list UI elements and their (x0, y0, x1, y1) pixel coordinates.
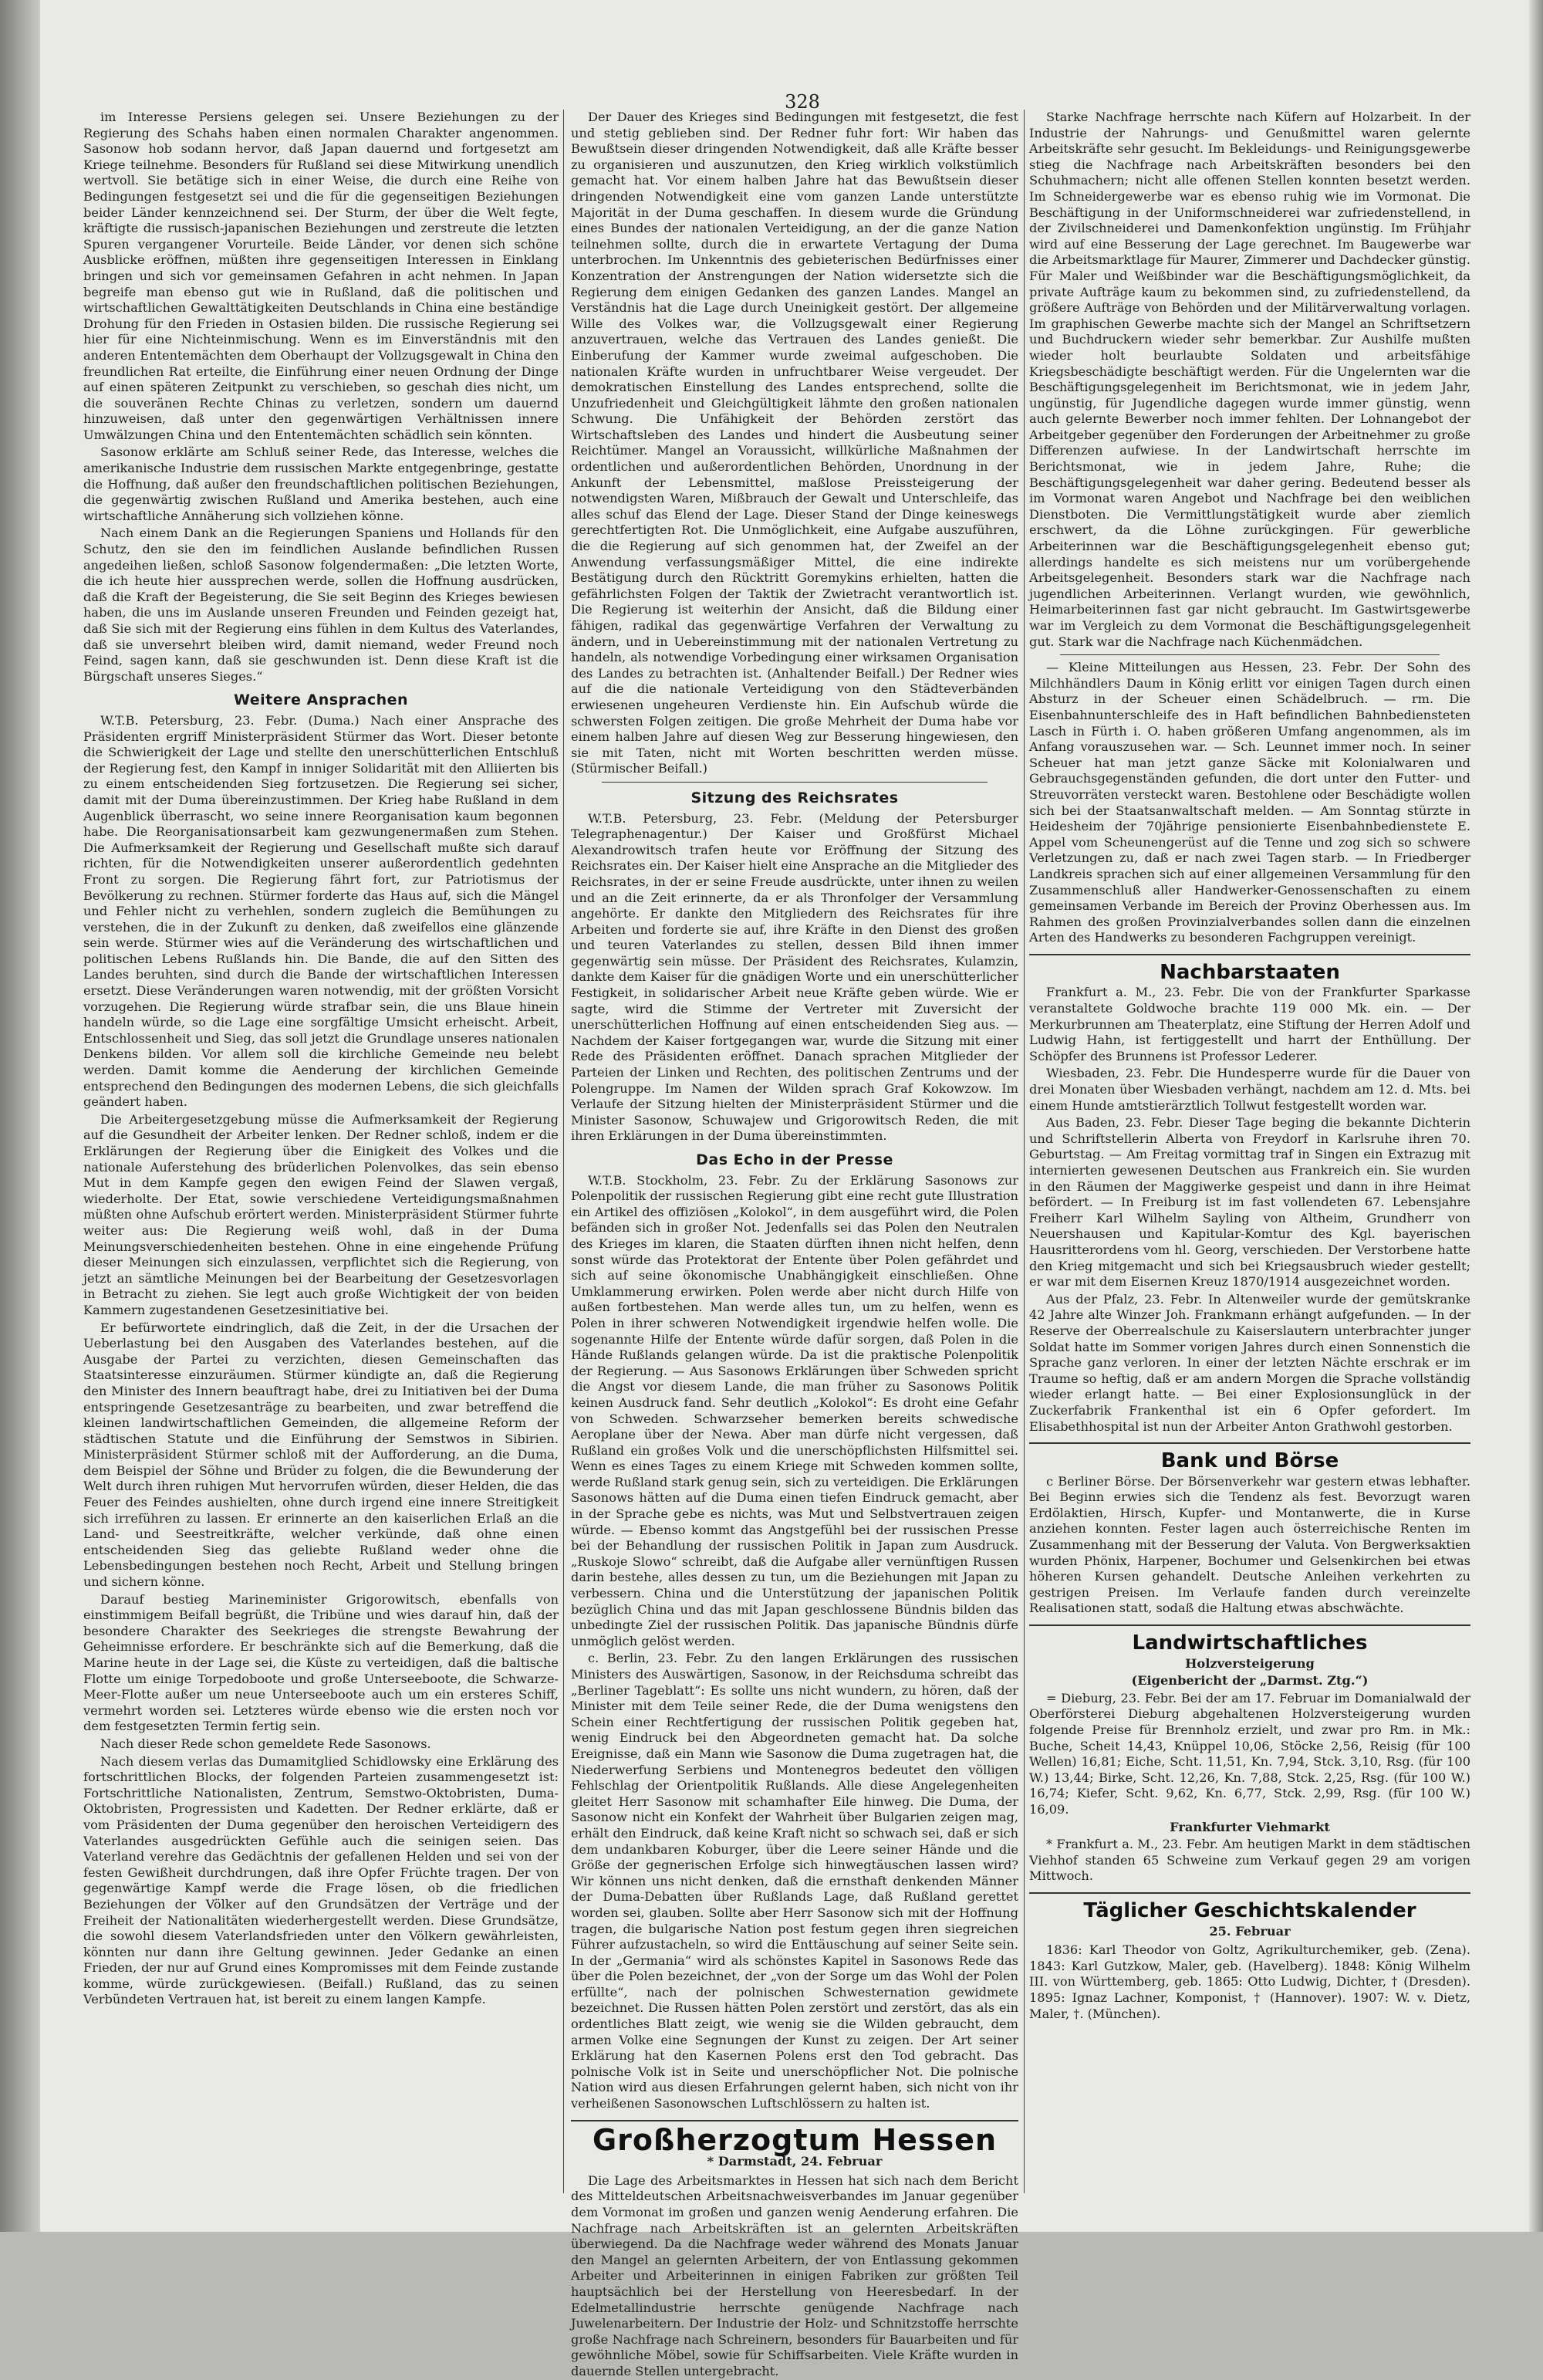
col1-intro-p2: Sasonow erklärte am Schluß seiner Rede, das Interesse, welches die amerikanische Industrie dem russischen Markte entgegenbringe, gestatte die Hoffnung, daß außer den freundschaftlichen politischen Beziehungen, die gegenwärtig zwischen Rußland und Amerika bestehen, auch eine wirtschaftliche Annäherung sich vollziehen könne. (83, 445, 559, 523)
col3-nachbar-p3: Aus Baden, 23. Febr. Dieser Tage beging die bekannte Dichterin und Schriftstellerin Alberta von Freydorf in Karlsruhe ihren 70. Geburtstag. — Am Freitag vormittag traf in Singen ein Extrazug mit internierten gewesenen Deutschen aus Frankreich ein. Sie wurden in den Räumen der Maggiwerke gespeist und dann in ihre Heimat befördert. — In Freiburg ist im fast vollendeten 67. Lebensjahre Freiherr Karl Wilhelm Sayling von Altheim, Grundherr von Neuershausen und Kapitular-Komtur des Kgl. bayerischen Hausritterordens vom hl. Georg, verschieden. Der Verstorbene hatte den Krieg mitgemacht und sich bei Kriegsausbruch wieder gestellt; er war mit dem Eisernen Kreuz 1870/1914 ausgezeichnet worden. (1029, 1115, 1470, 1290)
scan-right-edge (1529, 0, 1543, 2232)
col2-hessen-p1: Die Lage des Arbeitsmarktes in Hessen hat sich nach dem Bericht des Mitteldeutschen Arbeitsnachweisverbandes im Januar gegenüber dem Vormonat im großen und ganzen wenig Aenderung erfahren. Die Nachfrage nach Arbeitskräften ist an gelernten Arbeitskräften überwiegend. Da die Nachfrage weder während des Monats Januar den Mangel an gelernten Arbeitern, der von Entlassung gekommen Arbeiter und Arbeiterinnen in einigen Fabriken zur größten Teil hauptsächlich bei der Herstellung von Heeresbedarf. In der Edelmetallindustrie herrschte genügende Nachfrage nach Juwelenarbeitern. Der Industrie der Holz- und Schnitzstoffe herrschte große Nachfrage nach Schreinern, besonders für Bauarbeiten und für gewöhnliche Möbel, sowie für Schiffsarbeiten. Viele Kräfte wurden in dauernde Stellen untergebracht. (571, 2172, 1018, 2378)
col1-body-p5: Nach dieser Rede schon gemeldete Rede Sasonows. (100, 1736, 431, 1751)
section-divider (1029, 954, 1470, 955)
col1-body-p2: Die Arbeitergesetzgebung müsse die Aufmerksamkeit der Regierung auf die Gesundheit der Arbeiter lenken. Der Redner schloß, indem er die Erklärungen der Regierung über die Einigkeit des Volkes und die nationale Auferstehung des brüderlichen Polenvolkes, das sein ebenso Mut in dem Kampfe gegen den ewigen Feind der Slawen vergaß, wiederholte. Der Etat, sowie verschiedene Verteidigungsmaßnahmen müßten ohne Aufschub erörtert werden. Ministerpräsident Stürmer fuhrte weiter aus: Die Regierung weiß wohl, daß in der Duma Meinungsverschiedenheiten bestehen. Ohne in eine eingehende Prüfung dieser Meinungen sich einzulassen, verpflichtet sich die Regierung, von jetzt an sämtliche Meinungen bei der Bearbeitung der Gesetzesvorlagen in Betracht zu ziehen. Sie legt auch große Wichtigkeit der von beiden Kammern zugestandenen Gesetzesinitiative bei. (83, 1111, 559, 1317)
col1-body-p4: Darauf bestieg Marineminister Grigorowitsch, ebenfalls von einstimmigem Beifall begrüßt, die Tribüne und wies darauf hin, daß der besondere Charakter des Seekrieges die strengste Bewahrung der Geheimnisse erfordere. Er beschränkte sich auf die Bemerkung, daß die Marine heute in der Lage sei, die Küste zu verteidigen, daß die baltische Flotte um einige Torpedoboote und große Unterseeboote, die Schwarze-Meer-Flotte außer um neue Unterseeboote auch um ein ersteres Schiff, vermehrt worden sei. Letzteres würde ebenso wie die ersten noch vor dem festgesetzten Termin fertig sein. (83, 1591, 559, 1734)
col2-presse-p2: c. Berlin, 23. Febr. Zu den langen Erklärungen des russischen Ministers des Auswärtigen, Sasonow, in der Reichsduma schreibt das „Berliner Tageblatt“: Es sollte uns nicht wundern, zu hören, daß der Minister mit dem Teile seiner Rede, die der Duma wenigstens den Schein einer Rechtfertigung der russischen Politik gegeben hat, wenig Eindruck bei den Abgeordneten gemacht hat. Da solche Ereignisse, daß ein Mann wie Sasonow die Duma zugetragen hat, die Niederwerfung Serbiens und Montenegros bedeutet den völligen Fehlschlag der Orientpolitik Rußlands. Alle diese Angelegenheiten gleitet Herr Sasonow mit schamhafter Eile hinweg. Die Duma, der Sasonow nicht ein Konfekt der Wahrheit über Bulgarien zeigen mag, erhält den Eindruck, daß keine Kraft nicht so schwach sei, daß er sich dem undankbaren Koburger, über die Leere seiner Hände und die Größe der gegnerischen Erfolge sich hinwegtäuschen lassen wird? Wir können uns nicht denken, daß die ernsthaft denkenden Männer der Duma-Debatten über Rußlands Lage, daß Rußland gerettet worden sei, glauben. Sollte aber Herr Sasonow sich mit der Hoffnung tragen, die bulgarische Nation post festum gegen ihren siegreichen Führer aufzustacheln, so wird die Enttäuschung auf seiner Seite sein. In der „Germania“ wird als schönstes Kapitel in Sasonows Rede das über die Polen bezeichnet, der „von der Sorge um das Wohl der Polen erfüllte“, nach der polnischen Schwesternation gewidmete bezeichnet. Die Russen hätten Polen zerstört und zerstört, das als ein ordentliches Blatt zeigt, wie wenig sie die Wilden gebraucht, dem armen Volke eine Segnungen der Kunst zu zeigen. Der Art seiner Erklärung hat den Kasernen Polens erst den Tod gebracht. Das polnische Volk ist in Seite und unerschöpflicher Not. Die polnische Nation wird aus diesen Erfahrungen gelernt haben, sich nicht von ihr verheißenen Sasonowschen Luftschlössern zu halten ist. (571, 1651, 1018, 2111)
col3-kalender-p1: 1836: Karl Theodor von Goltz, Agrikulturchemiker, geb. (Zena). 1843: Karl Gutzkow, Maler, geb. (Havelberg). 1848: König Wilhelm III. von Württemberg, geb. 1865: Otto Ludwig, Dichter, † (Dresden). 1895: Ignaz Lachner, Komponist, † (Hannover). 1907: W. v. Dietz, Maler, †. (München). (1029, 1942, 1470, 2021)
col2-reichsrat-p1: W.T.B. Petersburg, 23. Febr. (Meldung der Petersburger Telegraphenagentur.) Der Kaiser und Großfürst Michael Alexandrowitsch trafen heute vor Eröffnung der Sitzung des Reichsrates ein. Der Kaiser hielt eine Ansprache an die Mitglieder des Reichsrates, in der er seine Freude ausdrückte, unter ihnen zu weilen und an die Zeit erinnerte, da er als Thronfolger der Versammlung angehörte. Er dankte den Mitgliedern des Reichsrates für ihre Arbeiten und forderte sie auf, ihre Kräfte in den Dienst des großen und teuren Vaterlandes zu stellen, dessen Bild ihnen immer gegenwärtig sein müsse. Der Präsident des Reichsrates, Kulamzin, dankte dem Kaiser für die gnädigen Worte und ein unerschütterlicher Festigkeit, in solidarischer Arbeit neue Kräfte geben würde. Wie er sagte, wird die Stimme der Vertreter mit Zuversicht der unerschütterlichen Hoffnung auf einen entscheidenden Sieg aus. — Nachdem der Kaiser fortgegangen war, wurde die Sitzung mit einer Rede des Präsidenten eröffnet. Danach sprachen Mitglieder der Parteien der Linken und Rechten, des politischen Zentrums und der Polengruppe. Im Namen der Wilden sprach Graf Kokowzow. Im Verlaufe der Sitzung hielten der Ministerpräsident Stürmer und die Minister Sasonow, Schuwajew und Grigorowitsch Reden, die mit ihren Erklärungen in der Duma übereinstimmten. (571, 810, 1018, 1144)
col3-holz-p1: = Dieburg, 23. Febr. Bei der am 17. Februar im Domanialwald der Oberförsterei Dieburg abgehaltenen Holzversteigerung wurden folgende Preise für Brennholz erzielt, und zwar pro Rm. in Mk.: Buche, Scheit 14,43, Knüppel 10,06, Stöcke 2,56, Reisig (für 100 Wellen) 16,81; Eiche, Scht. 11,51, Kn. 7,94, Stck. 3,10, Rsg. (für 100 W.) 13,44; Birke, Scht. 12,26, Kn. 7,88, Stck. 2,25, Rsg. (für 100 W.) 16,74; Kiefer, Scht. 9,62, Kn. 6,77, Stck. 2,99, Rsg. (für 100 W.) 16,09. (1029, 1690, 1470, 1817)
col3-boerse-p1: c Berliner Börse. Der Börsenverkehr war gestern etwas lebhafter. Bei Beginn erwies sich die Tendenz als fest. Bevorzugt waren Erdölaktien, Hirsch, Kupfer- und Montanwerte, die in Kurse anziehen konnten. Fester lagen auch österreichische Renten im Zusammenhang mit der Besserung der Valuta. Von Bergwerksaktien wurden Phönix, Harpener, Bochumer und Gelsenkirchen bei etwas höheren Kursen gehandelt. Deutsche Anleihen verkehrten zu gestrigen Preisen. Im Verlaufe fanden durch vereinzelte Realisationen statt, sodaß die Haltung etwas abschwächte. (1029, 1473, 1470, 1616)
col3-nachbar-p4: Aus der Pfalz, 23. Febr. In Altenweiler wurde der gemütskranke 42 Jahre alte Winzer Joh. Frankmann erhängt aufgefunden. — In der Reserve der Oberrealschule zu Kaiserslautern unterbrachter junger Soldat hatte im Sommer vorigen Jahres durch einen Sonnenstich die Sprache ganz verloren. In einer der letzten Nächte erschrak er im Traume so heftig, daß er am andern Morgen die Sprache vollständig wieder erlangt hatte. — Bei einer Explosionsunglück in der Zuckerfabrik Frankenthal ist ein 6 Opfer gefordert. Im Elisabethhospital ist nun der Arbeiter Anton Grathwohl gestorben. (1029, 1291, 1470, 1434)
heading-sitzung-des-reichsrates: Sitzung des Reichsrates (690, 789, 899, 806)
section-divider (1060, 654, 1440, 655)
dateline-darmstadt: * Darmstadt, 24. Februar (707, 2154, 883, 2169)
col1-intro-p3: Nach einem Dank an die Regierungen Spaniens und Hollands für den Schutz, den sie den im feindlichen Auslande befindlichen Russen angedeihen ließen, schloß Sasonow folgendermaßen: „Die letzten Worte, die ich heute hier aussprechen werde, sollen die Hoffnung ausdrücken, daß die Kraft der Begeisterung, die Sie seit Beginn des Krieges bewiesen haben, die uns im Auslande unseren Freunden und Feinden gezeigt hat, daß Sie sich mit der Regierung eins fühlen in dem Kultus des Vaterlandes, daß sie unversehrt bleiben wird, damit niemand, weder Freund noch Feind, sagen kann, daß sie geschwunden ist. Denn diese Kraft ist die Bürgschaft unseres Sieges.“ (83, 526, 559, 684)
col3-nachbar-p2: Wiesbaden, 23. Febr. Die Hundesperre wurde für die Dauer von drei Monaten über Wiesbaden verhängt, nachdem am 12. d. Mts. bei einem Hunde amtstierärztlich Tollwut festgestellt worden war. (1029, 1066, 1470, 1113)
col3-mitteilungen-p1: — Kleine Mitteilungen aus Hessen, 23. Febr. Der Sohn des Milchhändlers Daum in König erlitt vor einigen Tagen durch einen Absturz in der Scheuer einen Schädelbruch. — rm. Die Eisenbahnunterschleife des in Haft befindlichen Bahnbediensteten Lasch in Fürth i. O. haben größeren Umfang angenommen, als im Anfang vorauszusehen war. — Sch. Leunnet immer noch. In seiner Scheuer hat man jetzt ganze Säcke mit Kolonialwaren und Gebrauchsgegenständen gefunden, die dort unter den Futter- und Streuvorräten versteckt waren. Bestohlene oder Beschädigte wollen sich bei der Staatsanwaltschaft melden. — Am Sonntag stürzte in Heidesheim der 70jährige pensionierte Eisenbahnbedienstete E. Appel vom Scheunengerüst auf die Tenne und zog sich so schwere Verletzungen zu, daß er nach zwei Tagen starb. — In Friedberger Landkreis sprachen sich auf einer allgemeinen Versammlung für den Zusammenschluß aller Handwerker-Genossenschaften zu einem gemeinsamen Verbande im Bereich der Provinz Oberhessen aus. Im Rahmen des großen Provinzialverbandes sollen dann die einzelnen Arten des Handwerks zu besonderen Fachgruppen vereinigt. (1029, 660, 1470, 945)
page-number: 328 (785, 91, 820, 113)
col3-vieh-p1: * Frankfurt a. M., 23. Febr. Am heutigen Markt in dem städtischen Viehhof standen 65 Schweine zum Verkauf gegen 29 am vorigen Mittwoch. (1029, 1837, 1470, 1884)
subheading-viehmarkt: Frankfurter Viehmarkt (1170, 1819, 1330, 1834)
section-divider (1029, 1892, 1470, 1894)
heading-geschichtskalender: Täglicher Geschichtskalender (1083, 1898, 1416, 1922)
heading-landwirtschaftliches: Landwirtschaftliches (1132, 1631, 1368, 1655)
col3-nachbar-p1: Frankfurt a. M., 23. Febr. Die von der Frankfurter Sparkasse veranstaltete Goldwoche brachte 119 000 Mk. ein. — Der Merkurbrunnen am Theaterplatz, eine Stiftung der Herren Adolf und Ludwig Hahn, ist fertiggestellt und harrt der Enthüllung. Der Schöpfer des Brunnens ist Professor Lederer. (1029, 985, 1470, 1063)
col3-arbeitsmarkt-p1: Starke Nachfrage herrschte nach Küfern auf Holzarbeit. In der Industrie der Nahrungs- und Genußmittel waren gelernte Arbeitskräfte sehr gesucht. Im Bekleidungs- und Reinigungsgewerbe stieg die Nachfrage nach Arbeitskräften besonders bei den Schuhmachern; nicht alle offenen Stellen konnten besetzt werden. Im Schneidergewerbe war es ebenso ruhig wie im Vormonat. Die Beschäftigung in der Uniformschneiderei war zufriedenstellend, in der Zivilschneiderei und Damenkonfektion ungünstig. Im Frühjahr wird auf eine Besserung der Lage gerechnet. Im Baugewerbe war die Arbeitsmarktlage für Maurer, Zimmerer und Dachdecker günstig. Für Maler und Weißbinder war die Beschäftigungsmöglichkeit, da private Aufträge kaum zu bekommen sind, zu zufriedenstellend, da größere Aufträge von Behörden und der Militärverwaltung vorlagen. Im graphischen Gewerbe machte sich der Mangel an Schriftsetzern und Buchdruckern wieder sehr bemerkbar. Zur Aushilfe mußten wieder holt beurlaubte Soldaten und arbeitsfähige Kriegsbeschädigte beschäftigt werden. Für die Ungelernten war die Beschäftigungsgelegenheit im Berichtsmonat, wie in jedem Jahr, ungünstig, für Jugendliche dagegen wurde immer günstig, wenn auch gelernte Bewerber noch immer fehlten. Der Lohnangebot der Arbeitgeber gegenüber den Forderungen der Arbeitnehmer zu große Differenzen aufwiese. In der Landwirtschaft herrschte im Berichtsmonat, wie in jedem Jahre, Ruhe; die Beschäftigungsgelegenheit war daher gering. Bedeutend besser als im Vormonat waren Angebot und Nachfrage bei den weiblichen Dienstboten. Die Vermittlungstätigkeit wurde aber ziemlich erschwert, da die Löhne zurückgingen. Für gewerbliche Arbeiterinnen war die Beschäftigungsgelegenheit ebenso gut; allerdings handelte es sich meistens nur um vorübergehende Arbeitsgelegenheit. Besonders stark war die Nachfrage nach jugendlichen Arbeiterinnen. Verlangt wurden, wie gewöhnlich, Heimarbeiterinnen fast gar nicht gebraucht. Im Gastwirtsgewerbe war im Vergleich zu dem Vormonat die Beschäftigungsgelegenheit gut. Stark war die Nachfrage nach Küchenmädchen. (1029, 110, 1470, 649)
section-divider (1029, 1624, 1470, 1626)
column-rule-1 (563, 110, 564, 2193)
section-divider (571, 2120, 1018, 2121)
subheading-holzversteigerung: Holzversteigerung (1185, 1655, 1315, 1671)
column-2 (571, 110, 1018, 2378)
column-rule-2 (1024, 110, 1025, 2193)
col1-intro-p1: im Interesse Persiens gelegen sei. Unsere Beziehungen zu der Regierung des Schahs haben einen normalen Charakter angenommen. Sasonow hob sodann hervor, daß Japan dauernd und fortgesetzt am Kriege teilnehme. Besonders für Rußland sei diese Mitwirkung unendlich wertvoll. Sie betätige sich in einer Weise, die durch eine Reihe von Bedingungen festgesetzt sei und die für die gegenseitigen Beziehungen beider Länder kennzeichnend sei. Der Sturm, der über die Welt fegte, kräftigte die russisch-japanischen Beziehungen und zerstreute die letzten Spuren vergangener Vorurteile. Beide Länder, vor denen sich schöne Ausblicke eröffnen, müßten ihre gegenseitigen Interessen in Einklang bringen und sich vor gemeinsamen Gefahren in acht nehmen. In Japan begreife man ebenso gut wie in Rußland, daß die politischen und wirtschaftlichen Gewalttätigkeiten Deutschlands in China eine beständige Drohung für den Frieden in Ostasien bilden. Die russische Regierung sei hier für eine Nichteinmischung. Wenn es im Einverständnis mit den anderen Ententemächten dem Oberhaupt der Vollzugsgewalt in China den freundlichen Rat erteilte, die Einführung einer neuen Ordnung der Dinge auf einen späteren Zeitpunkt zu verschieben, so geschah dies nicht, um die souveränen Rechte Chinas zu verletzen, sondern um dauernd hinzuweisen, daß unter den gegenwärtigen Verhältnissen innere Umwälzungen China und den Ententemächten schädlich sein könnten. (83, 110, 559, 442)
column-1 (83, 110, 559, 2209)
col2-body-p1: Der Dauer des Krieges sind Bedingungen mit festgesetzt, die fest und stetig geblieben sind. Der Redner fuhr fort: Wir haben das Bewußtsein dieser dringenden Notwendigkeit, daß alle Kräfte besser zu organisieren und auszunutzen, den Krieg wirklich volkstümlich gemacht hat. Vor einem halben Jahre hat das Bewußtsein dieser dringenden Notwendigkeit eine vom ganzen Lande unterstützte Majorität in der Duma geschaffen. In diesem wurde die Gründung eines Bundes der nationalen Verteidigung, an der die ganze Nation teilnehmen sollte, durch die in erwartete Vertagung der Duma unterbrochen. Im Unkenntnis des gebieterischen Bedürfnisses einer Konzentration der Anstrengungen der Nation widersetzte sich die Regierung dem einigen Gedanken des ganzen Landes. Mangel an Verständnis hat die Lage durch Uneinigkeit gestört. Der allgemeine Wille des Volkes war, die Vollzugsgewalt einer Regierung anzuvertrauen, welche das Vertrauen des Landes genießt. Die Einberufung der Kammer wurde zweimal aufgeschoben. Die nationalen Kräfte wurden in unfruchtbarer Weise vergeudet. Der demokratischen Einstellung des Landes entsprechend, sollte die Unzufriedenheit und Gleichgültigkeit lähmte den großen nationalen Schwung. Die Unfähigkeit der Behörden zerstört das Wirtschaftsleben des Landes und hindert die Ausbeutung seiner Reichtümer. Mangel an Voraussicht, willkürliche Maßnahmen der ordentlichen und außerordentlichen Behörden, Unordnung in der Ankunft der Lebensmittel, maßlose Preissteigerung der notwendigsten Waren, Mißbrauch der Gewalt und Unterschleife, das alles schuf das Elend der Lage. Dieser Stand der Dinge keineswegs gerechtfertigten Rot. Die Unmöglichkeit, eine Aufgabe auszuführen, die die Regierung auf sich genommen hat, der Zweifel an der Anwendung verfassungsmäßiger Mittel, die eine indirekte Bestätigung durch den Rücktritt Goremykins erhielten, hatten die gefährlichsten Folgen der Taktik der Zwietracht verantwortlich ist. Die Regierung ist weiterhin der Ansicht, daß die Bildung einer fähigen, radikal das gegenwärtige Verfahren der Verwaltung zu ändern, und in Uebereinstimmung mit der nationalen Vertretung zu handeln, als notwendige Vorbedingung einer wirksamen Organisation des Landes zu betrachten ist. (Anhaltender Beifall.) Der Redner wies auf die die nationale Verteidigung von den Städteverbänden erwiesenen ungeheuren Verdienste hin. Ein Aufschub würde die schwersten Folgen zeitigen. Die große Mehrheit der Duma habe vor einem halben Jahre auf diesen Weg zur Besserung hingewiesen, den sie mit Taten, nicht mit Worten beschritten werden müsse. (Stürmischer Beifall.) (571, 110, 1018, 776)
col1-body-p6: Nach diesem verlas das Dumamitglied Schidlowsky eine Erklärung des fortschrittlichen Blocks, der folgenden Parteien zusammengesetzt ist: Fortschrittliche Nationalisten, Zentrum, Semstwo-Oktobristen, Duma-Oktobristen, Progressisten und Kadetten. Der Redner erklärte, daß er vom Präsidenten der Duma gegenüber den heroischen Verteidigern des Vaterlandes ausgedrückten Gefühle auch die seinigen seien. Das Vaterland verehre das Gedächtnis der gefallenen Helden und sei von der festen Gewißheit durchdrungen, daß ihre Opfer Früchte tragen. Der von gegenwärtige Kampf werde die Frage lösen, ob die friedlichen Beziehungen der Völker auf den Grundsätzen der Verträge und der Freiheit der Nationalitäten wiederhergestellt werden. Diese Grundsätze, die sowohl diesem Vaterlandsfrieden unter den Völkern gewährleisten, könnten nur dann ihre Geltung gewinnen. Jeder Gedanke an einen Frieden, der nur auf Grund eines Kompromisses mit dem Feinde zustande komme, würde zurückgewiesen. (Beifall.) Rußland, das zu seinen Verbündeten Vertrauen hat, ist bereit zu einem langen Kampfe. (83, 1753, 559, 2007)
heading-nachbarstaaten: Nachbarstaaten (1160, 960, 1340, 984)
subheading-eigenbericht: (Eigenbericht der „Darmst. Ztg.“) (1131, 1673, 1369, 1689)
heading-grossherzogtum-hessen: Großherzogtum Hessen (592, 2122, 998, 2157)
heading-bank-und-boerse: Bank und Börse (1160, 1449, 1339, 1473)
col1-body-p3: Er befürwortete eindringlich, daß die Zeit, in der die Ursachen der Ueberlastung bei den Ausgaben des Vaterlandes bestehen, auf die Ausgabe der Partei zu verzichten, diesen Gemeinschaften das Staatsinteresse einzuräumen. Stürmer kündigte an, daß die Regierung den Minister des Innern beauftragt habe, drei zu Initiativen bei der Duma entspringende Gesetzesanträge zu bearbeiten, und zwar betreffend die kleinen landwirtschaftlichen Gemeinden, die allgemeine Reform der städtischen Statute und die Einführung der Semstwos in Sibirien. Ministerpräsident Stürmer schloß mit der Aufforderung, an die Duma, dem Beispiel der Söhne und Brüder zu folgen, die die Bewunderung der Welt durch ihren ruhigen Mut hervorrufen würden, dieser Helden, die das Feuer des Feindes aushielten, ohne durch irgend eine innere Streitigkeit sich irreführen zu lassen. Er erinnerte an den kaiserlichen Erlaß an die Land- und Seestreitkräfte, welcher verkünde, daß ohne einen entscheidenden Sieg das geliebte Rußland weder ohne die Lebensbedingungen bestehen noch Recht, Arbeit und Stellung bringen und sichern könne. (83, 1320, 559, 1590)
col2-presse-p1: W.T.B. Stockholm, 23. Febr. Zu der Erklärung Sasonows zur Polenpolitik der russischen Regierung gibt eine recht gute Illustration ein Artikel des offiziösen „Kolokol“, in dem ausgeführt wird, die Polen befänden sich in großer Not. Jedenfalls sei das Polen den Neutralen des Krieges im klaren, die Staaten dürften ihnen nicht helfen, denn sonst würde das Protektorat der Entente über Polen gefährdet und sich auf seine ökonomische Unabhängigkeit einschließen. Ohne Umklammerung erwirken. Polen werde aber nicht durch Hilfe von außen fortbestehen. Man werde alles tun, um zu helfen, wenn es Polen in ihrer schweren Notwendigkeit irgendwie helfen wolle. Die sogenannte Hilfe der Entente würde dafür sorgen, daß Polen in die Hände Rußlands gelangen würde. Da ist die praktische Polenpolitik der Regierung. — Aus Sasonows Erklärungen über Schweden spricht die Angst vor diesem Lande, die man früher zu Sasonows Politik keinen Ausdruck fand. Sehr deutlich „Kolokol“: Es droht eine Gefahr von Schweden. Schwarzseher bemerken bereits schwedische Aeroplane über der Newa. Aber man dürfe nicht vergessen, daß Rußland ein großes Volk und die unerschöpflichsten Hilfsmittel sei. Wenn es eines Tages zu einem Kriege mit Schweden kommen sollte, werde Rußland stark genug sein, sich zu verteidigen. Die Erklärungen Sasonows hätten auf die Duma einen tiefen Eindruck gemacht, aber in der Sprache gebe es nichts, was Mut und Selbstvertrauen zeigen würde. — Ebenso kommt das Angstgefühl bei der russischen Presse bei der Behandlung der russischen Politik in Japan zum Ausdruck. „Ruskoje Slowo“ schreibt, daß die Aufgabe aller vernünftigen Russen darin bestehe, alles dessen zu tun, um die Beziehungen mit Japan zu verbessern. China und die Unterstützung der japanischen Politik bezüglich China und das mit Japan geschlossene Bündnis bilden das unbedingte Ziel der russischen Politik. Das japanische Bündnis dürfe unmöglich gelöst werden. (571, 1172, 1018, 1648)
heading-weitere-ansprachen: Weitere Ansprachen (233, 691, 409, 709)
column-3 (1029, 110, 1470, 2209)
dateline-25-februar: 25. Februar (1209, 1923, 1291, 1939)
section-divider (1029, 1442, 1470, 1444)
section-divider (602, 782, 988, 783)
col1-body-p1: W.T.B. Petersburg, 23. Febr. (Duma.) Nach einer Ansprache des Präsidenten ergriff Ministerpräsident Stürmer das Wort. Dieser betonte die Schwierigkeit der Lage und stellte den unerschütterlichen Entschluß der Regierung fest, den Kampf in inniger Solidarität mit den Alliierten bis zu einem entscheidenden Sieg fortzusetzen. Die Regierung sei sicher, damit mit der Duma übereinzustimmen. Der Krieg habe Rußland in dem Augenblick überrascht, wo seine innere Reorganisation kaum begonnen habe. Die Reorganisationsarbeit kam gezwungenermaßen zum Stehen. Die Aufmerksamkeit der Regierung und Gesellschaft mußte sich darauf richten, für die Notwendigkeiten unserer außerordentlich gedehnten Front zu sorgen. Die Regierung fährt fort, zur Patriotismus der Bevölkerung zu rechnen. Stürmer forderte das Haus auf, sich die Mängel und Fehler nicht zu verhehlen, sondern zugleich die Bemühungen zu verstehen, die in der Zukunft zu denken, daß zweifellos eine glänzende sein werde. Stürmer wies auf die Veränderung des wirtschaftlichen und politischen Lebens Rußlands hin. Die Bande, die auf den Sitten des Landes beruhten, sind durch die Bande der wirtschaftlichen Interessen ersetzt. Diese Veränderungen waren notwendig, mit der größten Vorsicht vorzugehen. Die Regierung würde strafbar sein, die uns Blaue hinein handeln würde, so die Lage eine sorgfältige Umsicht erheischt. Arbeit, Entschlossenheit und Sieg, das soll jetzt die Grundlage unseres nationalen Denkens bilden. Vor allem soll die kirchliche Gemeinde neu belebt werden. Damit komme die Aenderung der kirchlichen Gemeinde entsprechend den Bedingungen des modernen Lebens, die sich gleichfalls geändert haben. (83, 712, 559, 1110)
heading-echo-in-der-presse: Das Echo in der Presse (696, 1151, 893, 1168)
scan-left-edge (0, 0, 40, 2232)
